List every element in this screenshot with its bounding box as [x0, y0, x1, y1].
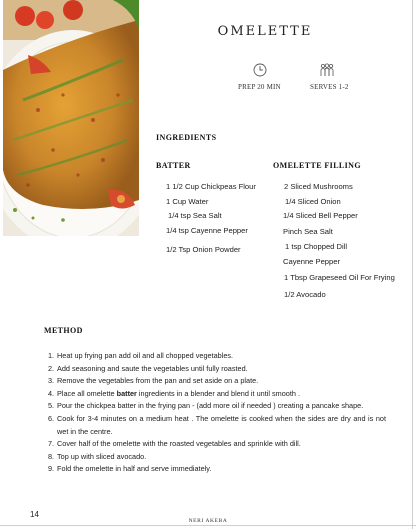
serves-count: SERVES 1-2 [310, 83, 349, 91]
step-text: Fold the omelette in half and serve immediately. [57, 464, 212, 474]
step-text [57, 388, 386, 401]
step-text-pre: Place all omelette [57, 388, 117, 398]
footer-author: NERI AKEBA [188, 518, 228, 524]
page-number: 14 [30, 510, 39, 519]
method-steps [48, 350, 386, 476]
filling-item: Pinch Sea Salt [283, 227, 333, 236]
step-text: Cook for 3-4 minutes on a medium heat . The omelette is cooked when the sides are dry and is not wet in the centre. [57, 413, 386, 436]
method-heading: METHOD [44, 326, 83, 335]
clock-icon [253, 62, 267, 81]
step-text: Remove the vegetables from the pan and set aside on a plate. [57, 376, 259, 386]
step-number: 5. [48, 401, 55, 411]
method-step [48, 350, 386, 363]
step-number: 9. [48, 464, 55, 474]
batter-item: 1/4 tsp Cayenne Pepper [166, 226, 248, 235]
filling-item: 2 Sliced Mushrooms [284, 182, 353, 191]
method-step [48, 438, 386, 451]
step-number: 6. [48, 413, 55, 423]
step-number: 2. [48, 363, 55, 373]
step-text: Heat up frying pan add oil and all chopped vegetables. [57, 351, 234, 360]
page-edge-bottom [0, 525, 416, 526]
recipe-title: OMELETTE [217, 24, 313, 39]
filling-heading: OMELETTE FILLING [273, 161, 361, 170]
step-text-post: ingredients in a blender and blend it until smooth . [136, 388, 300, 398]
filling-item: Cayenne Pepper [283, 257, 340, 266]
method-step [48, 388, 386, 401]
step-text: Top up with sliced avocado. [57, 451, 147, 461]
step-number: 7. [48, 439, 55, 449]
step-text: Add seasoning and saute the vegetables until fully roasted. [57, 363, 248, 373]
batter-item: 1/4 tsp Sea Salt [168, 211, 222, 220]
batter-item: 1 1/2 Cup Chickpeas Flour [166, 182, 256, 191]
step-number: 1. [48, 351, 55, 360]
step-text: Pour the chickpea batter in the frying pan - (add more oil if needed ) creating a pancake shape. [57, 401, 364, 411]
method-step [48, 463, 386, 476]
method-step [48, 400, 386, 413]
filling-item: 1/4 Sliced Bell Pepper [283, 211, 358, 220]
step-number: 3. [48, 376, 55, 386]
batter-item: 1/2 Tsp Onion Powder [166, 245, 241, 254]
ingredients-heading: INGREDIENTS [156, 133, 217, 142]
filling-item: 1 Tbsp Grapeseed Oil For Frying [284, 273, 395, 282]
filling-item: 1 tsp Chopped Dill [285, 242, 348, 251]
step-number: 8. [48, 451, 55, 461]
method-step [48, 451, 386, 464]
people-icon [319, 62, 335, 81]
step-text: Cover half of the omelette with the roasted vegetables and sprinkle with dill. [57, 439, 301, 449]
step-number: 4. [48, 388, 55, 398]
omelette-photo [3, 0, 139, 236]
batter-item: 1 Cup Water [166, 197, 209, 206]
page-edge-right [412, 0, 413, 529]
step-text-bold: batter [116, 388, 137, 398]
method-step [48, 375, 386, 388]
filling-item: 1/2 Avocado [284, 290, 326, 299]
method-step [48, 413, 386, 438]
method-step [48, 363, 386, 376]
filling-item: 1/4 Sliced Onion [285, 197, 341, 206]
prep-time: PREP 20 MIN [238, 83, 281, 91]
batter-heading: BATTER [156, 161, 191, 170]
